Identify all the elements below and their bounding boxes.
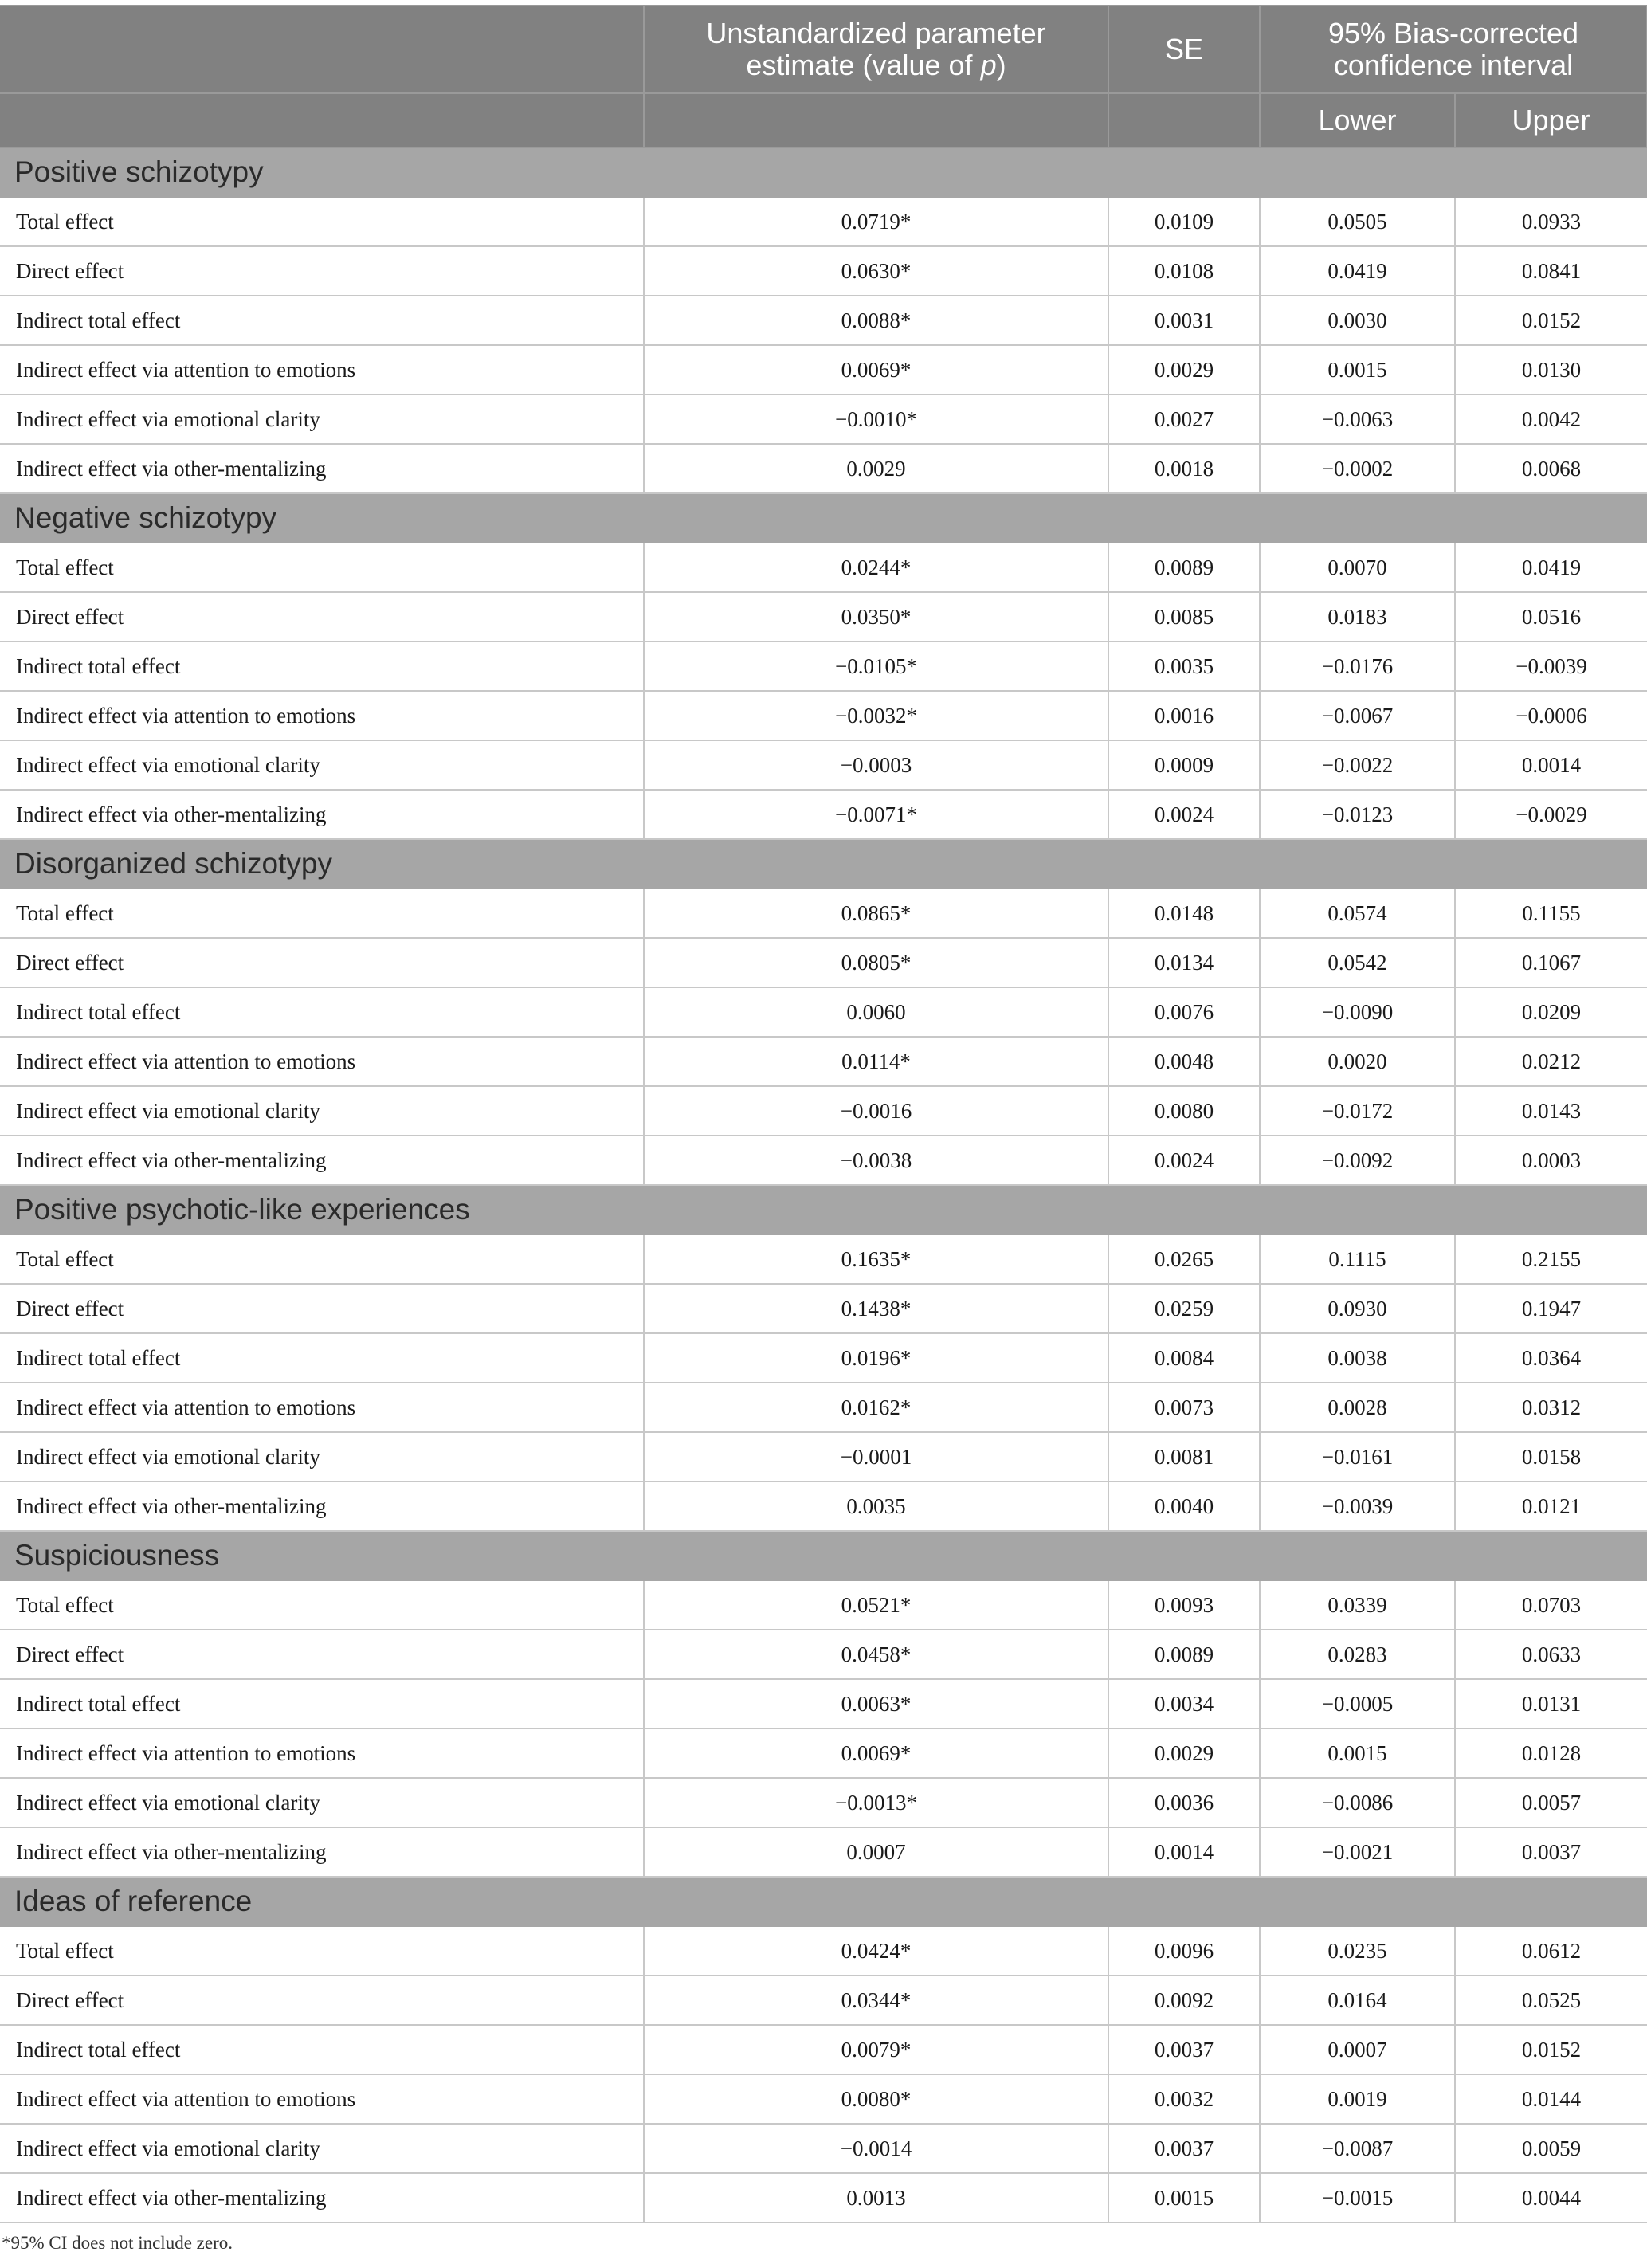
estimate-cell: 0.1635* (644, 1234, 1108, 1284)
estimate-cell: −0.0010* (644, 394, 1108, 444)
table-row (0, 2124, 1647, 2173)
ci-upper-cell: 0.0131 (1455, 1679, 1647, 1728)
table-row (0, 2025, 1647, 2074)
ci-upper-cell: 0.0037 (1455, 1827, 1647, 1877)
se-cell: 0.0029 (1108, 345, 1260, 394)
estimate-cell: 0.0069* (644, 1728, 1108, 1778)
se-cell: 0.0073 (1108, 1383, 1260, 1432)
ci-lower-cell: 0.0070 (1260, 543, 1455, 592)
row-label-cell: Indirect total effect (0, 2025, 644, 2074)
row-label-cell: Indirect total effect (0, 987, 644, 1037)
ci-upper-cell: 0.0703 (1455, 1580, 1647, 1630)
ci-upper-cell: 0.0933 (1455, 197, 1647, 246)
ci-lower-cell: 0.0164 (1260, 1976, 1455, 2025)
table-row (0, 1976, 1647, 2025)
section-header-row (0, 1185, 1647, 1234)
se-cell: 0.0089 (1108, 1630, 1260, 1679)
table-row (0, 1679, 1647, 1728)
ci-lower-cell: 0.0007 (1260, 2025, 1455, 2074)
header-upper: Upper (1455, 93, 1647, 147)
ci-lower-cell: −0.0092 (1260, 1136, 1455, 1185)
se-cell: 0.0029 (1108, 1728, 1260, 1778)
table-row (0, 1037, 1647, 1086)
header-ci (1260, 6, 1647, 93)
ci-upper-cell: 0.0059 (1455, 2124, 1647, 2173)
row-label-cell: Indirect effect via other-mentalizing (0, 1136, 644, 1185)
ci-lower-cell: 0.0542 (1260, 938, 1455, 987)
row-label-cell: Direct effect (0, 1976, 644, 2025)
header-estimate-blank (644, 93, 1108, 147)
table-footnote: *95% CI does not include zero. (2, 2233, 233, 2253)
ci-upper-cell: 0.0212 (1455, 1037, 1647, 1086)
se-cell: 0.0076 (1108, 987, 1260, 1037)
ci-upper-cell: 0.1155 (1455, 889, 1647, 938)
header-estimate-line1: Unstandardized parameter (706, 17, 1046, 49)
se-cell: 0.0093 (1108, 1580, 1260, 1630)
ci-lower-cell: 0.0183 (1260, 592, 1455, 642)
estimate-cell: −0.0014 (644, 2124, 1108, 2173)
ci-upper-cell: 0.0121 (1455, 1481, 1647, 1531)
row-label-cell: Indirect effect via other-mentalizing (0, 1827, 644, 1877)
ci-upper-cell: 0.0144 (1455, 2074, 1647, 2124)
ci-upper-cell: 0.0057 (1455, 1778, 1647, 1827)
ci-upper-cell: 0.0014 (1455, 740, 1647, 790)
row-label-cell: Indirect total effect (0, 1679, 644, 1728)
ci-upper-cell: 0.0130 (1455, 345, 1647, 394)
ci-upper-cell: 0.0841 (1455, 246, 1647, 296)
ci-lower-cell: −0.0087 (1260, 2124, 1455, 2173)
header-estimate-p: p (980, 49, 997, 81)
estimate-cell: 0.0344* (644, 1976, 1108, 2025)
estimate-cell: −0.0071* (644, 790, 1108, 839)
se-cell: 0.0036 (1108, 1778, 1260, 1827)
se-cell: 0.0032 (1108, 2074, 1260, 2124)
se-cell: 0.0034 (1108, 1679, 1260, 1728)
ci-lower-cell: −0.0067 (1260, 691, 1455, 740)
estimate-cell: 0.0865* (644, 889, 1108, 938)
table-row (0, 1481, 1647, 1531)
estimate-cell: 0.0007 (644, 1827, 1108, 1877)
ci-lower-cell: 0.0015 (1260, 1728, 1455, 1778)
table-row (0, 1284, 1647, 1333)
ci-lower-cell: 0.0028 (1260, 1383, 1455, 1432)
se-cell: 0.0018 (1108, 444, 1260, 493)
row-label-cell: Indirect effect via attention to emotions (0, 2074, 644, 2124)
se-cell: 0.0134 (1108, 938, 1260, 987)
estimate-cell: −0.0105* (644, 642, 1108, 691)
row-label-cell: Indirect effect via other-mentalizing (0, 1481, 644, 1531)
ci-upper-cell: 0.0042 (1455, 394, 1647, 444)
row-label-cell: Indirect effect via other-mentalizing (0, 790, 644, 839)
section-header-row (0, 839, 1647, 889)
section-header-row (0, 1531, 1647, 1580)
ci-upper-cell: 0.0516 (1455, 592, 1647, 642)
header-corner-cell-2 (0, 93, 644, 147)
ci-upper-cell: 0.0068 (1455, 444, 1647, 493)
estimate-cell: −0.0001 (644, 1432, 1108, 1481)
se-cell: 0.0016 (1108, 691, 1260, 740)
row-label-cell: Indirect effect via emotional clarity (0, 2124, 644, 2173)
ci-upper-cell: 0.1947 (1455, 1284, 1647, 1333)
estimate-cell: 0.0035 (644, 1481, 1108, 1531)
header-ci-line2: confidence interval (1333, 49, 1574, 81)
row-label-cell: Indirect effect via attention to emotions (0, 1728, 644, 1778)
table-body (0, 147, 1647, 2223)
se-cell: 0.0037 (1108, 2124, 1260, 2173)
section-title: Suspiciousness (0, 1531, 1647, 1580)
ci-lower-cell: 0.0019 (1260, 2074, 1455, 2124)
estimate-cell: 0.0458* (644, 1630, 1108, 1679)
estimate-cell: 0.0244* (644, 543, 1108, 592)
estimate-cell: 0.0060 (644, 987, 1108, 1037)
se-cell: 0.0037 (1108, 2025, 1260, 2074)
ci-upper-cell: 0.0525 (1455, 1976, 1647, 2025)
row-label-cell: Total effect (0, 1234, 644, 1284)
header-corner-cell (0, 6, 644, 93)
se-cell: 0.0040 (1108, 1481, 1260, 1531)
se-cell: 0.0024 (1108, 1136, 1260, 1185)
ci-upper-cell: 0.0143 (1455, 1086, 1647, 1136)
se-cell: 0.0031 (1108, 296, 1260, 345)
row-label-cell: Total effect (0, 197, 644, 246)
table-row (0, 1580, 1647, 1630)
header-estimate-close: ) (996, 49, 1006, 81)
table-row (0, 1086, 1647, 1136)
estimate-cell: 0.0063* (644, 1679, 1108, 1728)
table-row (0, 2074, 1647, 2124)
se-cell: 0.0009 (1108, 740, 1260, 790)
ci-upper-cell: 0.0128 (1455, 1728, 1647, 1778)
table-row (0, 543, 1647, 592)
ci-lower-cell: 0.0574 (1260, 889, 1455, 938)
ci-upper-cell: −0.0029 (1455, 790, 1647, 839)
se-cell: 0.0081 (1108, 1432, 1260, 1481)
ci-lower-cell: −0.0176 (1260, 642, 1455, 691)
section-title: Ideas of reference (0, 1877, 1647, 1926)
ci-lower-cell: −0.0039 (1260, 1481, 1455, 1531)
ci-upper-cell: 0.2155 (1455, 1234, 1647, 1284)
section-header-row (0, 493, 1647, 543)
table-row (0, 444, 1647, 493)
header-se-blank (1108, 93, 1260, 147)
estimate-cell: 0.0196* (644, 1333, 1108, 1383)
ci-upper-cell: 0.0612 (1455, 1926, 1647, 1976)
ci-lower-cell: −0.0090 (1260, 987, 1455, 1037)
ci-lower-cell: 0.0505 (1260, 197, 1455, 246)
row-label-cell: Indirect effect via attention to emotions (0, 345, 644, 394)
header-se: SE (1108, 6, 1260, 93)
row-label-cell: Indirect effect via other-mentalizing (0, 2173, 644, 2223)
row-label-cell: Direct effect (0, 592, 644, 642)
ci-lower-cell: 0.0020 (1260, 1037, 1455, 1086)
estimate-cell: 0.0013 (644, 2173, 1108, 2223)
se-cell: 0.0109 (1108, 197, 1260, 246)
section-title: Positive psychotic-like experiences (0, 1185, 1647, 1234)
row-label-cell: Direct effect (0, 1630, 644, 1679)
ci-lower-cell: −0.0063 (1260, 394, 1455, 444)
table-row (0, 1630, 1647, 1679)
table-row (0, 1827, 1647, 1877)
se-cell: 0.0024 (1108, 790, 1260, 839)
section-header-row (0, 147, 1647, 197)
row-label-cell: Direct effect (0, 1284, 644, 1333)
ci-upper-cell: 0.1067 (1455, 938, 1647, 987)
section-title: Disorganized schizotypy (0, 839, 1647, 889)
table-row (0, 889, 1647, 938)
estimate-cell: 0.0805* (644, 938, 1108, 987)
ci-upper-cell: 0.0152 (1455, 2025, 1647, 2074)
row-label-cell: Indirect effect via other-mentalizing (0, 444, 644, 493)
se-cell: 0.0092 (1108, 1976, 1260, 2025)
se-cell: 0.0035 (1108, 642, 1260, 691)
se-cell: 0.0048 (1108, 1037, 1260, 1086)
header-estimate (644, 6, 1108, 93)
header-row-2 (0, 93, 1647, 147)
ci-upper-cell: −0.0006 (1455, 691, 1647, 740)
ci-upper-cell: 0.0003 (1455, 1136, 1647, 1185)
ci-lower-cell: 0.0283 (1260, 1630, 1455, 1679)
row-label-cell: Total effect (0, 889, 644, 938)
estimate-cell: 0.0069* (644, 345, 1108, 394)
table-row (0, 987, 1647, 1037)
se-cell: 0.0096 (1108, 1926, 1260, 1976)
row-label-cell: Indirect total effect (0, 296, 644, 345)
ci-lower-cell: −0.0172 (1260, 1086, 1455, 1136)
ci-upper-cell: 0.0633 (1455, 1630, 1647, 1679)
row-label-cell: Direct effect (0, 938, 644, 987)
ci-lower-cell: 0.0030 (1260, 296, 1455, 345)
ci-lower-cell: 0.0038 (1260, 1333, 1455, 1383)
section-title: Negative schizotypy (0, 493, 1647, 543)
estimate-cell: 0.0029 (644, 444, 1108, 493)
row-label-cell: Indirect effect via attention to emotions (0, 691, 644, 740)
table-row (0, 642, 1647, 691)
estimate-cell: 0.0162* (644, 1383, 1108, 1432)
ci-upper-cell: 0.0152 (1455, 296, 1647, 345)
ci-lower-cell: −0.0022 (1260, 740, 1455, 790)
section-header-row (0, 1877, 1647, 1926)
estimate-cell: 0.0114* (644, 1037, 1108, 1086)
estimate-cell: 0.0088* (644, 296, 1108, 345)
ci-upper-cell: −0.0039 (1455, 642, 1647, 691)
row-label-cell: Indirect effect via emotional clarity (0, 1086, 644, 1136)
table-row (0, 740, 1647, 790)
table-row (0, 2173, 1647, 2223)
ci-lower-cell: −0.0005 (1260, 1679, 1455, 1728)
estimate-cell: 0.0080* (644, 2074, 1108, 2124)
ci-lower-cell: 0.0930 (1260, 1284, 1455, 1333)
results-table-container (0, 5, 1647, 2223)
table-row (0, 1333, 1647, 1383)
estimate-cell: 0.0079* (644, 2025, 1108, 2074)
estimate-cell: 0.0521* (644, 1580, 1108, 1630)
row-label-cell: Indirect effect via attention to emotions (0, 1037, 644, 1086)
se-cell: 0.0085 (1108, 592, 1260, 642)
table-row (0, 197, 1647, 246)
row-label-cell: Total effect (0, 1580, 644, 1630)
ci-upper-cell: 0.0364 (1455, 1333, 1647, 1383)
estimate-cell: 0.0630* (644, 246, 1108, 296)
estimate-cell: −0.0038 (644, 1136, 1108, 1185)
estimate-cell: −0.0016 (644, 1086, 1108, 1136)
ci-lower-cell: 0.0419 (1260, 246, 1455, 296)
ci-upper-cell: 0.0044 (1455, 2173, 1647, 2223)
se-cell: 0.0014 (1108, 1827, 1260, 1877)
ci-upper-cell: 0.0312 (1455, 1383, 1647, 1432)
mediation-results-table (0, 5, 1647, 2223)
se-cell: 0.0015 (1108, 2173, 1260, 2223)
se-cell: 0.0089 (1108, 543, 1260, 592)
row-label-cell: Indirect total effect (0, 642, 644, 691)
table-row (0, 246, 1647, 296)
row-label-cell: Indirect effect via emotional clarity (0, 740, 644, 790)
table-row (0, 394, 1647, 444)
table-row (0, 1383, 1647, 1432)
ci-lower-cell: 0.0339 (1260, 1580, 1455, 1630)
header-lower: Lower (1260, 93, 1455, 147)
ci-lower-cell: −0.0086 (1260, 1778, 1455, 1827)
table-row (0, 1234, 1647, 1284)
ci-upper-cell: 0.0419 (1455, 543, 1647, 592)
row-label-cell: Indirect effect via emotional clarity (0, 1778, 644, 1827)
table-row (0, 592, 1647, 642)
table-row (0, 1432, 1647, 1481)
ci-lower-cell: −0.0021 (1260, 1827, 1455, 1877)
row-label-cell: Total effect (0, 543, 644, 592)
table-header (0, 6, 1647, 147)
header-row-1 (0, 6, 1647, 93)
table-row (0, 1136, 1647, 1185)
se-cell: 0.0148 (1108, 889, 1260, 938)
row-label-cell: Indirect effect via attention to emotions (0, 1383, 644, 1432)
ci-upper-cell: 0.0158 (1455, 1432, 1647, 1481)
ci-lower-cell: 0.0015 (1260, 345, 1455, 394)
estimate-cell: 0.0424* (644, 1926, 1108, 1976)
table-row (0, 938, 1647, 987)
se-cell: 0.0108 (1108, 246, 1260, 296)
ci-lower-cell: −0.0015 (1260, 2173, 1455, 2223)
se-cell: 0.0259 (1108, 1284, 1260, 1333)
ci-lower-cell: 0.1115 (1260, 1234, 1455, 1284)
row-label-cell: Indirect effect via emotional clarity (0, 1432, 644, 1481)
ci-upper-cell: 0.0209 (1455, 987, 1647, 1037)
ci-lower-cell: −0.0123 (1260, 790, 1455, 839)
se-cell: 0.0084 (1108, 1333, 1260, 1383)
row-label-cell: Indirect total effect (0, 1333, 644, 1383)
se-cell: 0.0080 (1108, 1086, 1260, 1136)
ci-lower-cell: −0.0002 (1260, 444, 1455, 493)
row-label-cell: Indirect effect via emotional clarity (0, 394, 644, 444)
ci-lower-cell: −0.0161 (1260, 1432, 1455, 1481)
table-row (0, 1926, 1647, 1976)
estimate-cell: 0.0350* (644, 592, 1108, 642)
estimate-cell: −0.0003 (644, 740, 1108, 790)
estimate-cell: 0.0719* (644, 197, 1108, 246)
table-row (0, 296, 1647, 345)
se-cell: 0.0265 (1108, 1234, 1260, 1284)
header-estimate-line2: estimate (value of (746, 49, 973, 81)
estimate-cell: −0.0013* (644, 1778, 1108, 1827)
estimate-cell: 0.1438* (644, 1284, 1108, 1333)
table-row (0, 345, 1647, 394)
table-row (0, 1728, 1647, 1778)
se-cell: 0.0027 (1108, 394, 1260, 444)
table-row (0, 790, 1647, 839)
header-ci-line1: 95% Bias-corrected (1327, 17, 1579, 49)
row-label-cell: Direct effect (0, 246, 644, 296)
row-label-cell: Total effect (0, 1926, 644, 1976)
section-title: Positive schizotypy (0, 147, 1647, 197)
table-row (0, 1778, 1647, 1827)
estimate-cell: −0.0032* (644, 691, 1108, 740)
table-row (0, 691, 1647, 740)
ci-lower-cell: 0.0235 (1260, 1926, 1455, 1976)
